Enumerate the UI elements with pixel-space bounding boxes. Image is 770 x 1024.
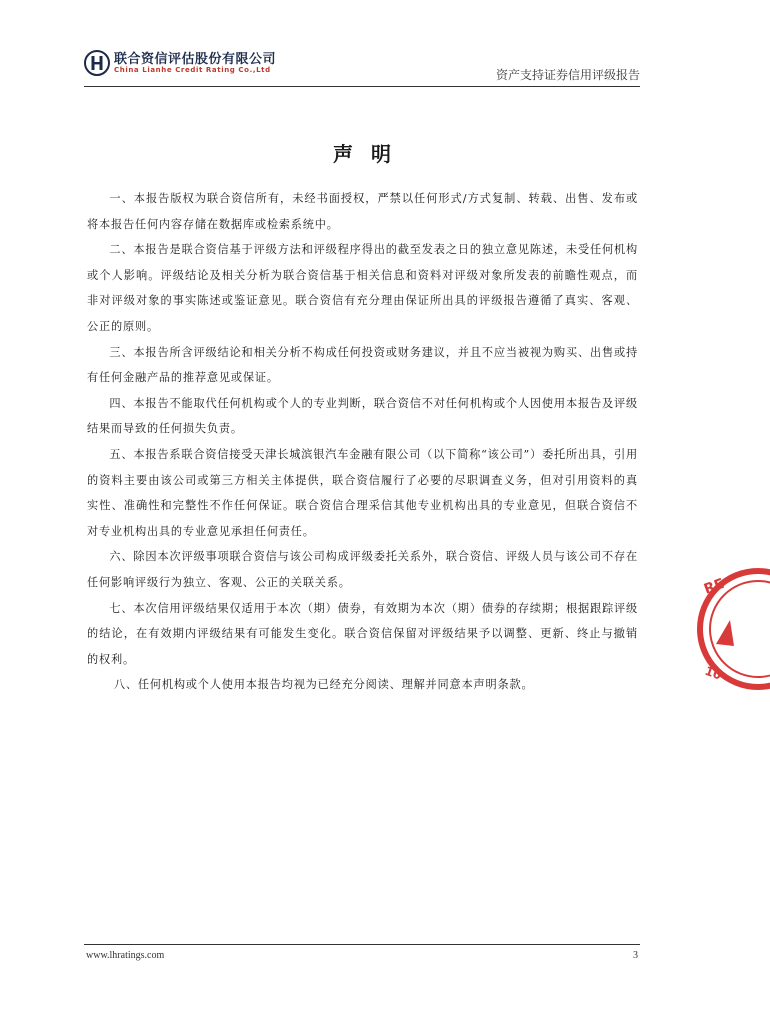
company-name-en: China Lianhe Credit Rating Co.,Ltd [114, 66, 271, 74]
statement-paragraph-1: 一、本报告版权为联合资信所有，未经书面授权，严禁以任何形式/方式复制、转载、出售、发布或将本报告任何内容存储在数据库或检索系统中。 [87, 192, 638, 231]
company-seal-stamp [690, 554, 770, 704]
statement-paragraph-3: 三、本报告所含评级结论和相关分析不构成任何投资或财务建议，并且不应当被视为购买、出售或持有任何金融产品的推荐意见或保证。 [87, 345, 638, 385]
seal-text-top: RE [701, 575, 727, 598]
page-title: 声明 [333, 142, 409, 166]
page-number: 3 [633, 950, 638, 961]
report-type-label: 资产支持证券信用评级报告 [495, 68, 640, 82]
statement-paragraph-5: 五、本报告系联合资信接受天津长城滨银汽车金融有限公司（以下简称“该公司”）委托所出具，引用的资料主要由该公司或第三方相关主体提供，联合资信履行了必要的尽职调查义务，但对引用资料的真实性、准确性和完整性不作任何保证。联合资信合理采信其他专业机构出具的专业意见，但联合资信不对专业机构出具的专业意见承担任何责任。 [87, 447, 638, 538]
footer-website-link[interactable]: www.lhratings.com [86, 950, 165, 961]
header-divider [84, 86, 640, 87]
company-name-cn: 联合资信评估股份有限公司 [114, 52, 277, 67]
statement-paragraph-8: 八、任何机构或个人使用本报告均视为已经充分阅读、理解并同意本声明条款。 [113, 678, 534, 692]
statement-paragraph-7: 七、本次信用评级结果仅适用于本次（期）债券，有效期为本次（期）债券的存续期；根据跟踪评级的结论，在有效期内评级结果有可能发生变化。联合资信保留对评级结果予以调整、更新、终止与撤销的权利。 [87, 601, 638, 666]
seal-text-bottom: 10 [702, 663, 724, 683]
page-header [84, 48, 640, 88]
company-logo-icon [84, 50, 110, 76]
statement-paragraph-2: 二、本报告是联合资信基于评级方法和评级程序得出的截至发表之日的独立意见陈述，未受任何机构或个人影响。评级结论及相关分析为联合资信基于相关信息和资料对评级对象所发表的前瞻性观点，而非对评级对象的事实陈述或鉴证意见。联合资信有充分理由保证所出具的评级报告遵循了真实、客观、公正的原则。 [87, 243, 638, 333]
statement-paragraph-4: 四、本报告不能取代任何机构或个人的专业判断，联合资信不对任何机构或个人因使用本报告及评级结果而导致的任何损失负责。 [87, 396, 638, 436]
statement-paragraph-6: 六、除因本次评级事项联合资信与该公司构成评级委托关系外，联合资信、评级人员与该公司不存在任何影响评级行为独立、客观、公正的关联关系。 [87, 550, 638, 589]
footer-divider [84, 944, 640, 945]
statement-body [87, 186, 638, 698]
